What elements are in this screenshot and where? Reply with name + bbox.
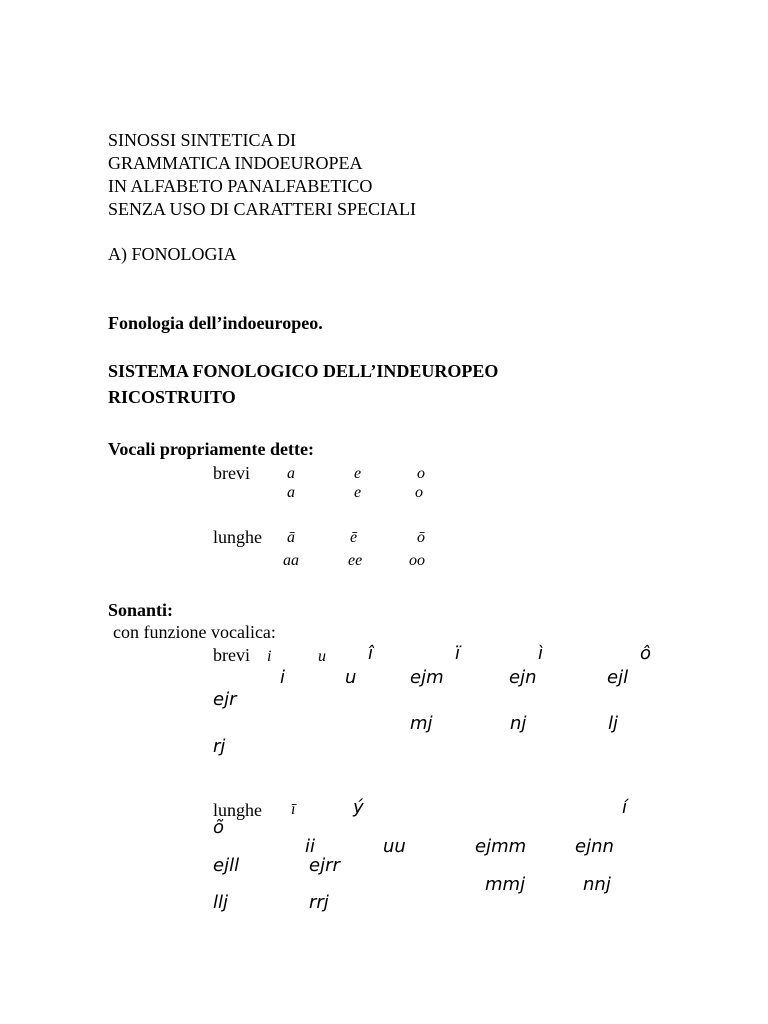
- sonant-brevi-i-plain: i: [280, 667, 286, 688]
- vowel-lunghe-oo: oo: [409, 552, 425, 569]
- doc-title-line-3: IN ALFABETO PANALFABETICO: [108, 176, 373, 196]
- doc-title-line-4: SENZA USO DI CARATTERI SPECIALI: [108, 199, 417, 219]
- vowels-lunghe-label: lunghe: [213, 527, 262, 547]
- sonants-title: Sonanti:: [108, 600, 174, 620]
- vowel-lunghe-o: ō: [417, 529, 425, 546]
- vowel-brevi-e: e: [354, 465, 362, 482]
- sonants-lunghe-label: lunghe: [213, 800, 262, 820]
- sonant-lunghe-ejnn: ejnn: [575, 836, 614, 857]
- vowels-title: Vocali propriamente dette:: [108, 439, 314, 459]
- sonant-brevi-i-diaeresis: ï: [455, 643, 461, 664]
- subtitle-fonologia-indoeuropeo: Fonologia dell’indoeuropeo.: [108, 313, 323, 333]
- doc-title-line-1: SINOSSI SINTETICA DI: [108, 130, 297, 150]
- vowel-lunghe-aa: aa: [283, 552, 299, 569]
- sonant-brevi-nj: nj: [510, 713, 527, 734]
- vowel-lunghe-ee: ee: [348, 552, 363, 569]
- sonant-brevi-u-plain: u: [345, 667, 357, 688]
- sonant-brevi-i-grave: ì: [538, 643, 544, 664]
- sonant-lunghe-i-acute: í: [622, 797, 628, 818]
- sonant-brevi-mj: mj: [410, 713, 433, 734]
- sonant-brevi-lj: lj: [608, 713, 619, 734]
- sonant-brevi-rj: rj: [213, 736, 226, 757]
- sonant-lunghe-ejmm: ejmm: [475, 836, 527, 857]
- section-heading-fonologia: A) FONOLOGIA: [108, 244, 237, 264]
- sonant-brevi-ejn: ejn: [509, 667, 537, 688]
- sonant-brevi-u: u: [318, 648, 326, 665]
- sonant-lunghe-ejrr: ejrr: [309, 855, 340, 876]
- sonant-brevi-i-circumflex: î: [368, 643, 374, 664]
- sonant-lunghe-mmj: mmj: [485, 874, 526, 895]
- doc-title-line-2: GRAMMATICA INDOEUROPEA: [108, 153, 363, 173]
- vowels-brevi-label: brevi: [213, 463, 250, 483]
- sonant-brevi-o-circumflex: ô: [640, 643, 652, 664]
- sonant-brevi-i: i: [267, 648, 272, 665]
- sonant-lunghe-i-macron: ī: [291, 801, 296, 818]
- sonant-brevi-ejl: ejl: [607, 667, 629, 688]
- vowel-brevi-o-plain: o: [415, 484, 423, 501]
- sonant-brevi-ejm: ejm: [410, 667, 444, 688]
- vowel-brevi-a-plain: a: [287, 484, 295, 501]
- sonant-lunghe-rrj: rrj: [309, 892, 329, 913]
- sonant-lunghe-ejll: ejll: [213, 855, 240, 876]
- system-title-line-1: SISTEMA FONOLOGICO DELL’INDEUROPEO: [108, 361, 499, 381]
- system-title-line-2: RICOSTRUITO: [108, 387, 236, 407]
- sonant-lunghe-y-acute: ý: [353, 797, 364, 818]
- vowel-lunghe-e: ē: [350, 529, 358, 546]
- sonants-subtitle: con funzione vocalica:: [113, 622, 276, 642]
- sonant-lunghe-nnj: nnj: [583, 874, 611, 895]
- vowel-brevi-o: o: [417, 465, 425, 482]
- vowel-lunghe-a: ā: [287, 529, 295, 546]
- sonant-lunghe-llj: llj: [213, 892, 229, 913]
- sonant-lunghe-ii: ii: [305, 836, 316, 857]
- sonants-brevi-label: brevi: [213, 645, 250, 665]
- vowel-brevi-a: a: [287, 465, 295, 482]
- sonant-lunghe-o-tilde: õ: [213, 817, 225, 838]
- vowel-brevi-e-plain: e: [354, 484, 362, 501]
- sonant-brevi-ejr: ejr: [213, 689, 237, 710]
- sonant-lunghe-uu: uu: [383, 836, 406, 857]
